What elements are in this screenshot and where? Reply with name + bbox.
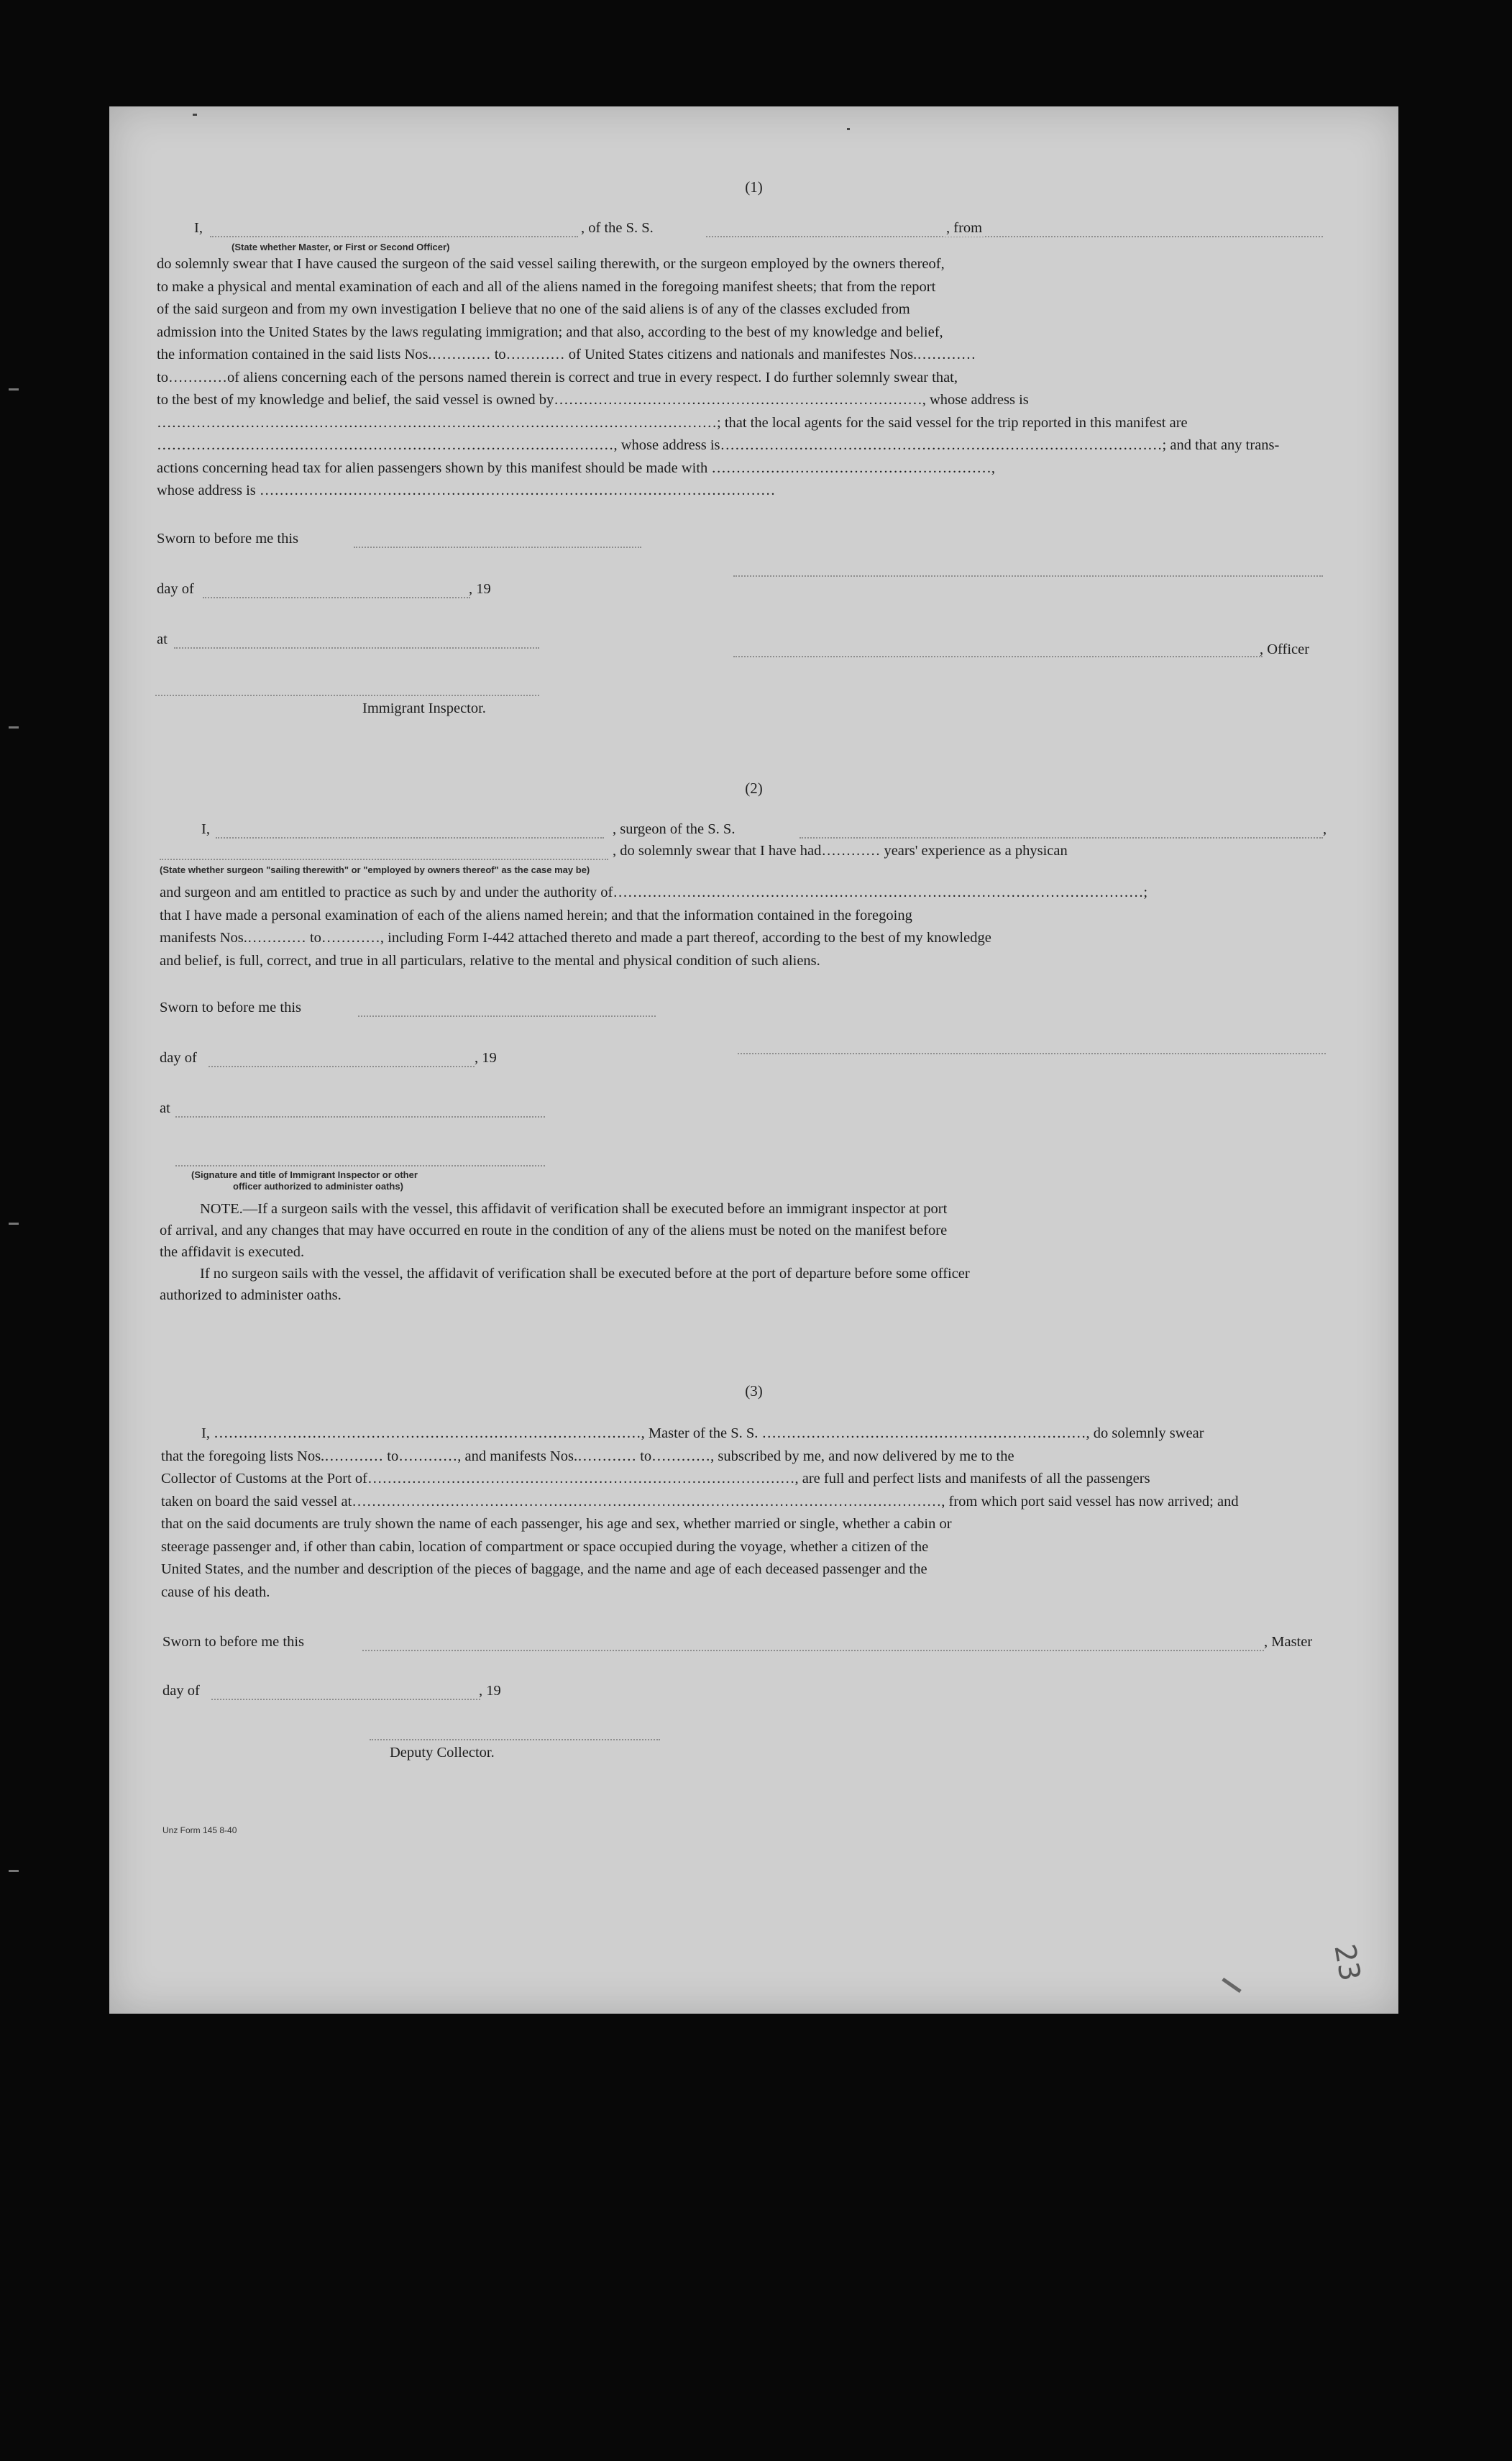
section-3-collector: Deputy Collector. bbox=[390, 1745, 495, 1761]
officer-signature-line[interactable] bbox=[733, 656, 1263, 657]
section-1-line: do solemnly swear that I have caused the surgeon of the said vessel sailing therewith, or the surgeon employed by the owners thereof, bbox=[157, 256, 945, 272]
vessel-name-field[interactable] bbox=[706, 236, 1038, 237]
surgeon-signature-line[interactable] bbox=[738, 1053, 1326, 1054]
scan-speck bbox=[193, 114, 197, 116]
section-1-day-of: day of bbox=[157, 581, 194, 597]
section-3-line: taken on board the said vessel at…………………………………………………………………………………………………………, from which port said vessel has now arrived; and bbox=[161, 1493, 1239, 1510]
section-2-line2: , do solemnly swear that I have had………… years' experience as a physican bbox=[613, 843, 1068, 859]
section-2-sig-caption-2: officer authorized to administer oaths) bbox=[233, 1181, 403, 1192]
inspector-signature-line-2[interactable] bbox=[175, 1165, 545, 1166]
section-1-line1-from: , from bbox=[943, 220, 985, 237]
section-2-line1-mid: , surgeon of the S. S. bbox=[613, 821, 736, 837]
note-line: NOTE.—If a surgeon sails with the vessel, this affidavit of verification shall be executed before an immigrant inspector at port bbox=[200, 1201, 948, 1217]
section-2-sig-caption-1: (Signature and title of Immigrant Inspector or other bbox=[191, 1169, 418, 1180]
section-3-sworn: Sworn to before me this bbox=[162, 1634, 304, 1650]
sworn-date-field[interactable] bbox=[354, 547, 641, 548]
note-line: of arrival, and any changes that may have occurred en route in the condition of any of the aliens must be noted on the manifest before bbox=[160, 1223, 948, 1238]
section-1-caption: (State whether Master, or First or Second Officer) bbox=[232, 242, 450, 252]
section-1-at: at bbox=[157, 631, 168, 647]
master-signature-line[interactable] bbox=[733, 575, 1323, 577]
note-line: the affidavit is executed. bbox=[160, 1244, 305, 1260]
scan-speck bbox=[9, 726, 19, 729]
section-3-line: that the foregoing lists Nos.………… to…………, and manifests Nos.………… to…………, subscribed by me, and now delivered by me to the bbox=[161, 1448, 1014, 1464]
section-1-number: (1) bbox=[745, 178, 763, 196]
section-1-line: the information contained in the said lists Nos.………… to………… of United States citizens and nationals and manifestes Nos.………… bbox=[157, 347, 976, 362]
section-1-line: of the said surgeon and from my own investigation I believe that no one of the said aliens is of any of the classes excluded from bbox=[157, 301, 910, 317]
collector-day-of-field[interactable] bbox=[211, 1699, 480, 1700]
scan-speck bbox=[9, 388, 19, 391]
section-3-number: (3) bbox=[745, 1382, 763, 1400]
section-1-line: to make a physical and mental examination of each and all of the aliens named in the foregoing manifest sheets; that from the report bbox=[157, 278, 936, 295]
section-2-body bbox=[160, 882, 1326, 972]
section-2-line: that I have made a personal examination of each of the aliens named herein; and that the information contained in the foregoing bbox=[160, 907, 912, 923]
section-2-year: , 19 bbox=[475, 1050, 497, 1066]
section-1-line: to…………of aliens concerning each of the persons named therein is correct and true in every respect. I do further solemnly swear that, bbox=[157, 369, 958, 385]
section-2-number: (2) bbox=[745, 780, 763, 797]
section-3-line: cause of his death. bbox=[161, 1584, 270, 1600]
departure-port-field[interactable] bbox=[1017, 236, 1323, 237]
section-1-body bbox=[157, 253, 1327, 503]
section-3-year: , 19 bbox=[479, 1683, 501, 1699]
section-3-line: United States, and the number and description of the pieces of baggage, and the name and age of each deceased passenger and the bbox=[161, 1561, 927, 1577]
section-3-line: I, ……………………………………………………………………………, Master of the S. S. …………………………………………………………, do solemnly swear bbox=[201, 1425, 1204, 1441]
section-3-day-of: day of bbox=[162, 1683, 200, 1699]
section-1-year: , 19 bbox=[469, 581, 491, 597]
note-line: authorized to administer oaths. bbox=[160, 1287, 342, 1303]
section-1-line: ……………………………………………………………………………………………………; that the local agents for the said vessel for the trip reported in this manifest are bbox=[157, 414, 1188, 431]
surgeon-place-field[interactable] bbox=[175, 1116, 545, 1118]
section-1-line1-mid: , of the S. S. bbox=[581, 220, 654, 236]
section-2-line: and surgeon and am entitled to practice as such by and under the authority of………………………………………………………………………………………………; bbox=[160, 885, 1148, 900]
section-1-line: actions concerning head tax for alien passengers shown by this manifest should be made with …………………………………………………, bbox=[157, 460, 996, 476]
scan-speck bbox=[9, 1870, 19, 1872]
section-2-day-of: day of bbox=[160, 1050, 197, 1066]
section-1-line: …………………………………………………………………………………, whose address is………………………………………………………………………………; and that any trans- bbox=[157, 437, 1280, 453]
section-1-line: whose address is …………………………………………………………………………………………… bbox=[157, 483, 776, 498]
scan-speck bbox=[847, 128, 850, 130]
section-2-note bbox=[160, 1198, 1326, 1306]
master-name-field[interactable] bbox=[210, 236, 578, 237]
form-page bbox=[109, 106, 1398, 2014]
surgeon-day-of-field[interactable] bbox=[209, 1066, 475, 1067]
scan-speck bbox=[1222, 1978, 1241, 1993]
surgeon-name-field[interactable] bbox=[216, 837, 604, 839]
scan-speck bbox=[9, 1223, 19, 1225]
section-2-line1-prefix: I, bbox=[201, 821, 210, 837]
surgeon-status-field[interactable] bbox=[160, 859, 608, 860]
inspector-signature-line[interactable] bbox=[155, 695, 539, 696]
section-2-at: at bbox=[160, 1100, 170, 1116]
collector-sworn-field[interactable] bbox=[362, 1650, 1264, 1651]
section-3-line: that on the said documents are truly shown the name of each passenger, his age and sex, whether married or single, whether a cabin or bbox=[161, 1516, 952, 1532]
section-3-body bbox=[161, 1423, 1327, 1604]
surgeon-vessel-field[interactable] bbox=[799, 837, 1323, 839]
section-2-line: manifests Nos.………… to…………, including Form I-442 attached thereto and made a part thereof, according to the best of my knowledge bbox=[160, 930, 991, 946]
section-1-line1-prefix: I, bbox=[194, 220, 203, 236]
section-3-master: , Master bbox=[1264, 1634, 1313, 1650]
section-2-line: and belief, is full, correct, and true in all particulars, relative to the mental and physical condition of such aliens. bbox=[160, 952, 820, 969]
section-2-line1-end: , bbox=[1323, 821, 1327, 837]
form-number: Unz Form 145 8-40 bbox=[162, 1825, 237, 1835]
section-1-officer: , Officer bbox=[1260, 641, 1310, 657]
section-3-line: Collector of Customs at the Port of……………………………………………………………………………, are full and perfect lists and manifests of all the passengers bbox=[161, 1471, 1150, 1487]
section-1-line: to the best of my knowledge and belief, the said vessel is owned by…………………………………………………………………, whose address is bbox=[157, 392, 1029, 408]
section-3-line: steerage passenger and, if other than cabin, location of compartment or space occupied during the voyage, whether a citizen of the bbox=[161, 1538, 929, 1555]
surgeon-sworn-date-field[interactable] bbox=[358, 1015, 656, 1017]
section-2-caption: (State whether surgeon "sailing therewith" or "employed by owners thereof" as the case may be) bbox=[160, 864, 590, 875]
note-line: If no surgeon sails with the vessel, the affidavit of verification shall be executed before at the port of departure before some officer bbox=[200, 1266, 970, 1282]
place-field[interactable] bbox=[174, 647, 539, 649]
section-1-sworn: Sworn to before me this bbox=[157, 531, 298, 547]
section-1-line: admission into the United States by the laws regulating immigration; and that also, according to the best of my knowledge and belief, bbox=[157, 324, 943, 340]
collector-signature-line[interactable] bbox=[370, 1739, 660, 1740]
section-2-sworn: Sworn to before me this bbox=[160, 1000, 301, 1015]
day-of-field[interactable] bbox=[203, 597, 470, 598]
section-1-inspector: Immigrant Inspector. bbox=[362, 700, 486, 716]
handwritten-page-number: 23 bbox=[1327, 1941, 1367, 1984]
